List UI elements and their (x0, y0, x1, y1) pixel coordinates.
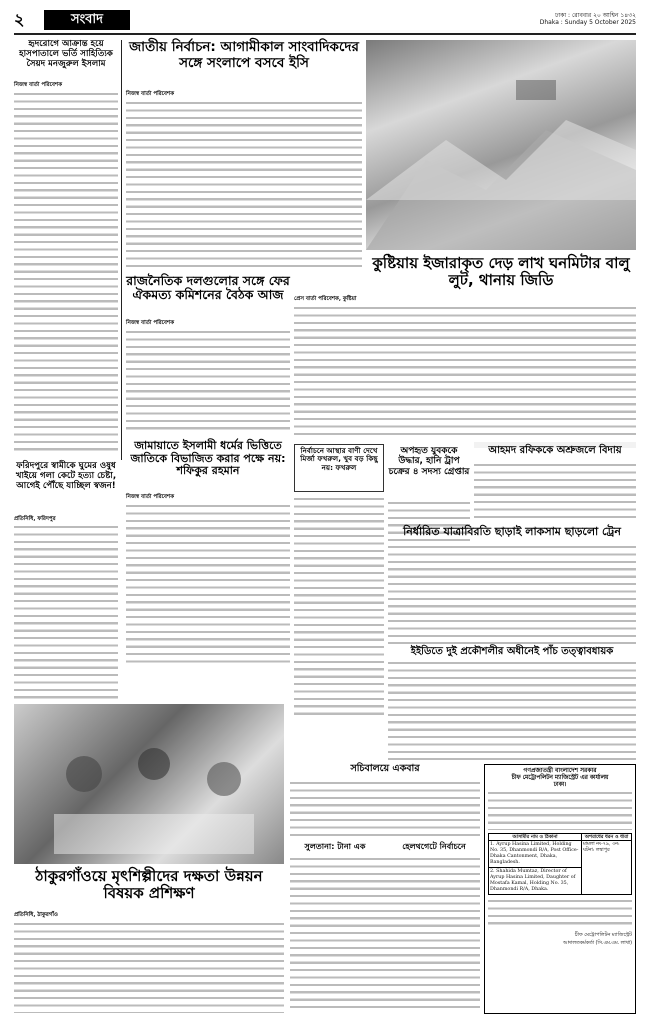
artisans-photo (14, 704, 284, 864)
byline-faridpur: প্রতিনিধি, ফরিদপুর (14, 516, 56, 522)
logo: সংবাদ (44, 10, 130, 30)
byline-consensus: নিজস্ব বার্তা পরিবেশক (126, 320, 175, 326)
masthead (14, 10, 636, 32)
headline-train: নির্ধারিত যাত্রাবিরতি ছাড়াই লাকসাম ছাড়লো ট্রেন (403, 525, 621, 538)
body-eid (388, 660, 636, 760)
headline-faridpur: ফরিদপুরে স্বামীকে ঘুমের ওষুধ খাইয়ে গলা কেটে হত্যা চেষ্টা, আগেই পৌঁছে যাচ্ছিল স্বজন! (15, 461, 117, 491)
headline-nirbachon: নির্বাচনে আস্থার বাণী দেখে মির্জা ফখরুল, খুব বড় কিছু নয়: ফখরুল (300, 446, 378, 472)
body-left-top (14, 91, 118, 451)
body-faridpur (14, 524, 118, 700)
body-nirbachon (294, 496, 384, 716)
col-divider-1 (121, 40, 122, 460)
body-lead (126, 100, 362, 270)
byline-lead: নিজস্ব বার্তা পরিবেশক (126, 91, 175, 97)
date-en: Dhaka : Sunday 5 October 2025 (539, 19, 636, 26)
notice-body (488, 790, 632, 830)
notice-signature-title: চীফ মেট্রোপলিটন ম্যাজিস্ট্রেট (574, 932, 632, 939)
body-thakurgaon (14, 921, 284, 1013)
notice-row-right: মামলা নং-৭৯, ৩ন: ঘটনা: লম্বাপুর (581, 841, 631, 895)
headline-thakurgaon: ঠাকুরগাঁওয়ে মৃৎশিল্পীদের দক্ষতা উন্নয়ন বিষয়ক প্রশিক্ষণ (35, 867, 263, 903)
sand-photo (366, 40, 636, 250)
headline-eid: ইইডিতে দুই প্রকৌশলীর অধীনেই পাঁচ তত্ত্বাবধায়ক (410, 646, 614, 657)
body-train (388, 544, 636, 644)
body-obit (474, 462, 636, 522)
notice-body-2 (488, 898, 632, 928)
body-sachibalay (290, 780, 480, 840)
notice-table (488, 833, 632, 895)
notice-col-1: আসামীর নাম ও ঠিকানা (489, 834, 582, 841)
headline-kidnap: অপহৃত যুবককে উদ্ধার, হানি ট্রাপ চক্রের ৪ সদস্য গ্রেপ্তার (388, 446, 470, 477)
artisans-photo-graphic (14, 704, 284, 864)
byline-sand: প্রেস বার্তা পরিবেশক, কুষ্টিয়া (294, 296, 357, 302)
sand-photo-graphic (366, 40, 636, 250)
byline-thakurgaon: প্রতিনিধি, ঠাকুরগাঁও (14, 912, 58, 918)
headline-obit: আহমদ রফিককে অশ্রুজলে বিদায় (488, 445, 622, 456)
notice-title-2: চীফ মেট্রোপলিটন ম্যাজিস্ট্রেট এর কার্যালয় (511, 774, 609, 781)
notice-title-1: গণপ্রজাতন্ত্রী বাংলাদেশ সরকার (523, 767, 597, 774)
subhead-sultana: সুলতানা: টানা এক (304, 842, 366, 851)
body-consensus (126, 329, 290, 431)
byline-left-top: নিজস্ব বার্তা পরিবেশক (14, 82, 63, 88)
notice-row-1: 1. Ayrup Hasina Limited, Holding No. 35, Dhanmondi R/A, Post Office-Dhaka Cantonment, Dhaka, Bangladesh. (489, 841, 582, 868)
notice-row-2: 2. Shahida Mumtaz, Director of Ayrup Hasina Limited, Daughter of Mostafa Kamal, Holding No. 35, Dhanmondi R/A, Dhaka. (489, 868, 582, 895)
body-jamaat (126, 503, 290, 663)
body-sachibalay-2 (290, 856, 480, 1013)
headline-jamaat: জামায়াতে ইসলামী ধর্মের ভিত্তিতে জাতিকে বিভাজিত করার পক্ষে নয়: শফিকুর রহমান (130, 439, 286, 478)
headline-left-top: হৃদরোগে আক্রান্ত হয়ে হাসপাতালে ভর্তি সাহিত্যিক সৈয়দ মনজুরুল ইসলাম (19, 39, 113, 69)
notice-title-3: ঢাকা। (553, 781, 567, 788)
date-bn: ঢাকা : রোববার ২০ আশ্বিন ১৪৩২ (555, 12, 636, 19)
body-sand (294, 305, 636, 440)
govt-notice (484, 764, 636, 1014)
headline-sachibalay: সচিবালয়ে একবার (350, 763, 420, 774)
byline-jamaat: নিজস্ব বার্তা পরিবেশক (126, 494, 175, 500)
headline-consensus: রাজনৈতিক দলগুলোর সঙ্গে ফের ঐকমত্য কমিশনের বৈঠক আজ (126, 273, 290, 303)
notice-signature-sub: আদালতকৰ্মকৰ্তা (সি.এম.এম. লাথা) (562, 941, 632, 947)
headline-sand: কুষ্টিয়ায় ইজারাকৃত দেড় লাখ ঘনমিটার বালু লুট, থানায় জিডি (372, 254, 630, 290)
subhead-health: হেলথগেটে নির্বাচনে (402, 842, 466, 851)
headline-lead: জাতীয় নির্বাচন: আগামীকাল সাংবাদিকদের সঙ্গে সংলাপে বসবে ইসি (129, 39, 359, 71)
box-nirbachon (294, 444, 384, 492)
notice-col-2: অপরাধের ধরন ও ধারা (581, 834, 631, 841)
page-number: ২ (14, 10, 25, 29)
masthead-rule (14, 33, 636, 35)
